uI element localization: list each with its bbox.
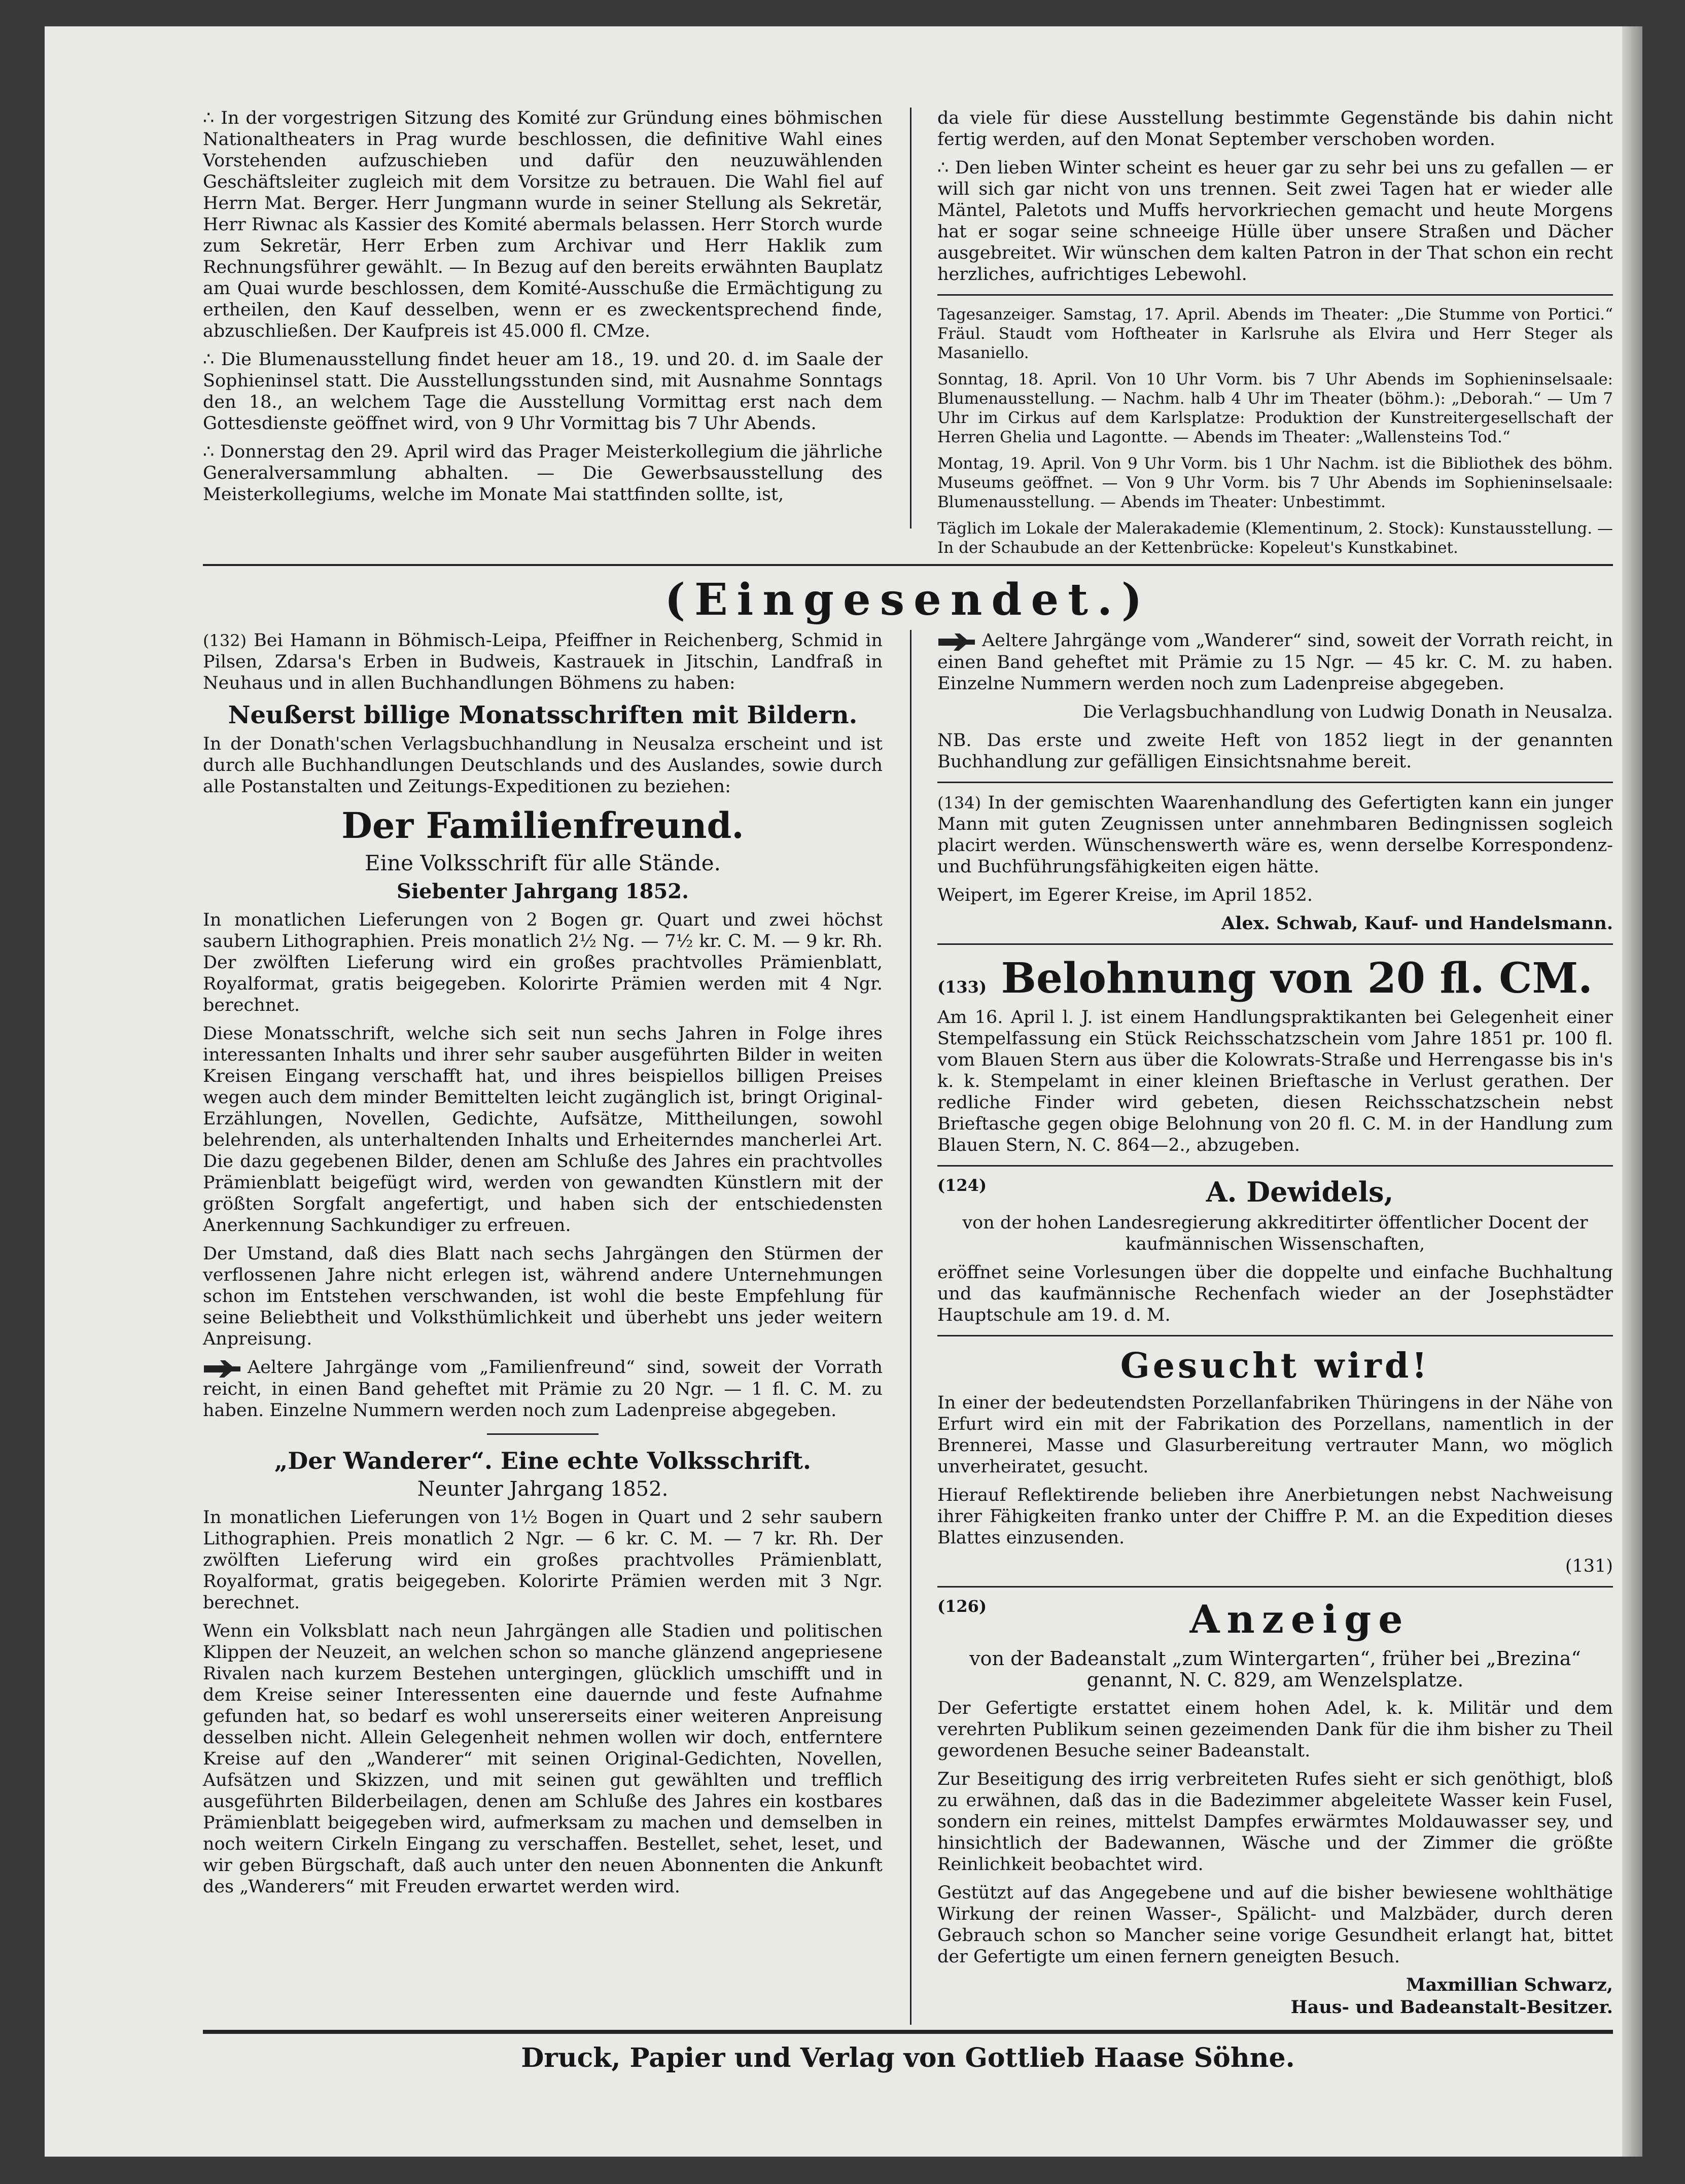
news-master-college: ∴ Donnerstag den 29. April wird das Prager Meisterkollegium die jährliche Generalversammlung abhalten. — Die Gewerbsausstellung des Meisterkollegiums, welche im Monate Mai stattfinden sollte, ist, bbox=[203, 442, 883, 505]
familienfreund-subtitle: Eine Volksschrift für alle Stände. bbox=[365, 851, 721, 875]
tagesanzeiger-daily: Täglich im Lokale der Malerakademie (Klementinum, 2. Stock): Kunstausstellung. — In der Schaubude an der Kettenbrücke: Kopeleut's Kunstkabinet. bbox=[937, 519, 1613, 557]
page-spine-shadow bbox=[1622, 26, 1642, 2157]
divider bbox=[937, 1335, 1613, 1336]
main-column-divider bbox=[910, 630, 911, 2025]
gesucht-text: In einer der bedeutendsten Porzellanfabriken Thüringens in der Nähe von Erfurt wird ein mit der Fabrikation des Porzellans, namentlich in der Brennerei, Masse und Glasurbereitung vertrauter Mann, wo möglich unverheiratet, gesucht. bbox=[937, 1392, 1613, 1477]
familienfreund-title: Der Familienfreund. bbox=[341, 804, 744, 847]
ad-126-signature-name: Maxmillian Schwarz, bbox=[1406, 1974, 1613, 1995]
pointing-hand-icon bbox=[937, 631, 977, 652]
ad-number: (124) bbox=[937, 1175, 987, 1195]
gesucht-title: Gesucht wird! bbox=[1120, 1345, 1430, 1386]
ad-126-water: Zur Beseitigung des irrig verbreiteten Rufes sieht er sich genöthigt, bloß zu erwähnen, daß das in die Badezimmer abgeleitete Wasser kein Fusel, sondern ein reines, mittelst Dampfes erwärmtes Moldauwasser sey, und hinsichtlich der Badewannen, Wäsche und der Zimmer die größte Reinlichkeit beobachtet wird. bbox=[937, 1769, 1613, 1875]
wanderer-year: Neunter Jahrgang 1852. bbox=[417, 1477, 669, 1501]
ad-124-text: eröffnet seine Vorlesungen über die doppelte und einfache Buchhaltung und das kaufmännische Rechenfach wieder an der Josephstädter Hauptschule am 19. d. M. bbox=[937, 1262, 1613, 1325]
ad-124-subtitle: von der hohen Landesregierung akkreditirter öffentlicher Docent der kaufmännischen Wissenschaften, bbox=[962, 1212, 1588, 1254]
ad-134-signature: Alex. Schwab, Kauf- und Handelsmann. bbox=[1221, 912, 1613, 934]
ad-126-subtitle: von der Badeanstalt „zum Wintergarten“, früher bei „Brezina“ genannt, N. C. 829, am Wenzelsplatze. bbox=[969, 1647, 1581, 1691]
ad-126-signature-title: Haus- und Badeanstalt-Besitzer. bbox=[1290, 1996, 1613, 2018]
gesucht-text-2: Hierauf Reflektirende belieben ihre Anerbietungen nebst Nachweisung ihrer Fähigkeiten franko unter der Chiffre P. M. an die Expedition dieses Blattes einzusenden. bbox=[937, 1485, 1613, 1548]
tagesanzeiger-saturday: Tagesanzeiger. Samstag, 17. April. Abends im Theater: „Die Stumme von Portici.“ Fräul. Staudt vom Hoftheater in Karlsruhe als Elvira und Herr Steger als Masaniello. bbox=[937, 305, 1613, 362]
top-left-column bbox=[203, 108, 883, 512]
footer-rule bbox=[203, 2030, 1613, 2034]
wanderer-nb: NB. Das erste und zweite Heft von 1852 liegt in der genannten Buchhandlung zur gefälligen Einsichtsnahme bereit. bbox=[937, 730, 1613, 772]
ad-132-intro: (132) Bei Hamann in Böhmisch-Leipa, Pfeiffner in Reichenberg, Schmid in Pilsen, Zdarsa's Erben in Budweis, Kastrauek in Jitschin, Landfraß in Neuhaus und in allen Buchhandlungen Böhmens zu haben: bbox=[203, 630, 883, 693]
ad-number: (126) bbox=[937, 1596, 987, 1616]
main-right-column bbox=[937, 630, 1613, 2027]
wanderer-publisher: Die Verlagsbuchhandlung von Ludwig Donath in Neusalza. bbox=[1082, 701, 1613, 722]
ad-133-heading bbox=[937, 954, 1613, 1003]
news-theater-committee: ∴ In der vorgestrigen Sitzung des Komité zur Gründung eines böhmischen Nationaltheaters in Prag wurde beschlossen, die definitive Wahl eines Vorstehenden aufzuschieben und dafür den neuzuwählenden Geschäftsleiter zugleich mit dem Vorsitze zu betrauen. Die Wahl fiel auf Herrn Mat. Berger. Herr Jungmann wurde in seiner Stellung als Sekretär, Herr Riwnac als Kassier des Komité abermals belassen. Herr Storch wurde zum Sekretär, Herr Erben zum Archivar und Herr Haklik zum Rechnungsführer gewählt. — In Bezug auf den bereits erwähnten Bauplatz am Quai wurde beschlossen, dem Komité-Ausschuße die Ermächtigung zu ertheilen, den Kauf desselben, wenn er es zweckentsprechend finde, abzuschließen. Der Kaufpreis ist 45.000 fl. CMze. bbox=[203, 108, 883, 341]
printer-imprint: Druck, Papier und Verlag von Gottlieb Haase Söhne. bbox=[521, 2042, 1295, 2073]
news-flower-show: ∴ Die Blumenausstellung findet heuer am 18., 19. und 20. d. im Saale der Sophieninsel statt. Die Ausstellungsstunden sind, mit Ausnahme Sonntags den 18., an welchem Tage die Ausstellung Vormittag erst nach dem Gottesdienste geöffnet wird, von 9 Uhr Vormittag bis 7 Uhr Abends. bbox=[203, 349, 883, 434]
tagesanzeiger-sunday: Sonntag, 18. April. Von 10 Uhr Vorm. bis 7 Uhr Abends im Sophieninselsaale: Blumenausstellung. — Nachm. halb 4 Uhr im Theater (böhm.): „Deborah.“ — Um 7 Uhr im Cirkus auf dem Karlsplatze: Produktion der Kunstreitergesellschaft der Herren Ghelia und Lagontte. — Abends im Theater: „Wallensteins Tod.“ bbox=[937, 370, 1613, 446]
ad-number: (132) bbox=[203, 631, 247, 650]
tagesanzeiger bbox=[937, 305, 1613, 557]
tagesanzeiger-monday: Montag, 19. April. Von 9 Uhr Vorm. bis 1 Uhr Nachm. ist die Bibliothek des böhm. Museums geöffnet. — Von 9 Uhr Vorm. bis 7 Uhr Abends im Sophieninselsaale: Blumenausstellung. — Abends im Theater: Unbestimmt. bbox=[937, 454, 1613, 511]
main-left-column bbox=[203, 630, 883, 1907]
familienfreund-year: Siebenter Jahrgang 1852. bbox=[396, 879, 689, 903]
divider bbox=[937, 294, 1613, 296]
ad-134 bbox=[937, 792, 1613, 934]
divider bbox=[937, 1165, 1613, 1167]
ad-number: (134) bbox=[937, 793, 981, 813]
ad-126-thanks: Der Gefertigte erstattet einem hohen Adel, k. k. Militär und dem verehrten Publikum seinen gezeimenden Dank für die ihm bisher zu Theil gewordenen Besuche seiner Badeanstalt. bbox=[937, 1698, 1613, 1761]
news-winter: ∴ Den lieben Winter scheint es heuer gar zu sehr bei uns zu gefallen — er will sich gar nicht von uns trennen. Seit zwei Tagen hat er wieder alle Mäntel, Paletots und Muffs hervorkriechen gemacht und heute Morgens hat er sogar seine schneeige Hülle über unsere Straßen und Dächer ausgebreitet. Wir wünschen dem kalten Patron in der That schon ein recht herzliches, aufrichtiges Lebewohl. bbox=[937, 158, 1613, 285]
section-rule bbox=[203, 564, 1613, 566]
ad-126 bbox=[937, 1597, 1613, 2018]
newspaper-page bbox=[45, 26, 1642, 2157]
ad-124-heading bbox=[937, 1176, 1613, 1208]
ad-133 bbox=[937, 954, 1613, 1156]
familienfreund-older-volumes: Aeltere Jahrgänge vom „Familienfreund“ sind, soweit der Vorrath reicht, in einen Band geheftet mit Prämie zu 20 Ngr. — 1 fl. C. M. zu haben. Einzelne Nummern werden noch zum Ladenpreise abgegeben. bbox=[203, 1357, 883, 1421]
top-right-column bbox=[937, 108, 1613, 565]
ad-124 bbox=[937, 1176, 1613, 1326]
ad-132 bbox=[203, 630, 883, 1897]
short-divider bbox=[487, 1433, 599, 1435]
ad-126-heading bbox=[937, 1597, 1613, 1642]
familienfreund-description: Diese Monatsschrift, welche sich seit nun sechs Jahren in Folge ihres interessanten Inhalts und ihrer sehr sauber ausgeführten Bilder in weiten Kreisen Eingang verschafft hat, und ihres beispiellos billigen Preises wegen auch dem minder Bemittelten leicht zugänglich ist, bringt Original-Erzählungen, Novellen, Gedichte, Aufsätze, Mittheilungen, sowohl belehrenden, als unterhaltenden Inhalts und Erheiterndes mancherlei Art. Die dazu gegebenen Bilder, denen am Schluße des Jahres ein prachtvolles Prämienblatt beigefügt wird, werden von gewandten Künstlern mit der größten Sorgfalt angefertigt, und haben sich der entschiedensten Anerkennung Sachkundiger zu erfreuen. bbox=[203, 1024, 883, 1236]
ad-132-publisher: In der Donath'schen Verlagsbuchhandlung in Neusalza erscheint und ist durch alle Buchhandlungen Deutschlands und des Auslandes, sowie durch alle Postanstalten und Zeitungs-Expeditionen zu beziehen: bbox=[203, 734, 883, 797]
wanderer-description: Wenn ein Volksblatt nach neun Jahrgängen alle Stadien und politischen Klippen der Neuzeit, an welchen schon so manche glänzend angepriesene Rivalen nach kurzem Bestehen untergingen, glücklich umschifft und in dem Kreise seiner Interessenten eine dauernde und feste Aufnahme gefunden hat, so bedarf es wohl unsererseits einer weiteren Anpreisung desselben nicht. Allein Gelegenheit nehmen wollen wir doch, entferntere Kreise auf den „Wanderer“ mit seinen Original-Gedichten, Novellen, Aufsätzen und Skizzen, und mit seinen gut gewählten und trefflich ausgeführten Bilderbeilagen, denen am Schluße des Jahres ein kostbares Prämienblatt beigegeben wird, aufmerksam zu machen und demselben in noch weitern Cirkeln Eingang zu verschaffen. Bestellet, sehet, leset, und wir geben Bürgschaft, daß auch unter den neuen Abonnenten die Ankunft des „Wanderers“ mit Freuden erwartet werden wird. bbox=[203, 1621, 883, 1897]
familienfreund-price: In monatlichen Lieferungen von 2 Bogen gr. Quart und zwei höchst saubern Lithographien. Preis monatlich 2½ Ng. — 7½ kr. C. M. — 9 kr. Rh. Der zwölften Lieferung wird ein großes prachtvolles Prämienblatt, Royalformat, gratis beigegeben. Kolorirte Prämien werden mit 4 Ngr. berechnet. bbox=[203, 910, 883, 1015]
ad-132-title: Neußerst billige Monatsschriften mit Bildern. bbox=[228, 701, 858, 729]
anzeige-title: Anzeige bbox=[1189, 1596, 1410, 1642]
divider bbox=[937, 782, 1613, 783]
reward-title: Belohnung von 20 fl. CM. bbox=[1001, 954, 1593, 1003]
divider bbox=[937, 943, 1613, 945]
familienfreund-recommendation: Der Umstand, daß dies Blatt nach sechs Jahrgängen den Stürmen der verflossenen Jahre nicht erlegen ist, während andere Unternehmungen schon im Entstehen verschwanden, ist wohl die beste Empfehlung für seine Beliebtheit und Volksthümlichkeit und überhebt uns jeder weitern Anpreisung. bbox=[203, 1244, 883, 1349]
ad-number: (131) bbox=[1565, 1556, 1613, 1576]
ad-number: (133) bbox=[937, 977, 987, 997]
pointing-hand-icon bbox=[203, 1358, 242, 1379]
eingesendet-heading: (Eingesendet.) bbox=[664, 574, 1151, 625]
wanderer-price: In monatlichen Lieferungen von 1½ Bogen in Quart und 2 sehr saubern Lithographien. Preis monatlich 2 Ngr. — 6 kr. C. M. — 7 kr. Rh. Der zwölften Lieferung wird ein großes prachtvolles Prämienblatt, Royalformat, gratis beigegeben. Kolorirte Prämien werden mit 3 Ngr. berechnet. bbox=[203, 1507, 883, 1613]
ad-126-request: Gestützt auf das Angegebene und auf die bisher bewiesene wohlthätige Wirkung der reinen Wasser-, Spälicht- und Malzbäder, durch deren Gebrauch schon so Mancher seine vorige Gesundheit erlangt hat, bittet der Gefertigte um einen fernern geneigten Besuch. bbox=[937, 1882, 1613, 1967]
top-column-divider bbox=[910, 108, 911, 529]
wanderer-title: „Der Wanderer“. Eine echte Volksschrift. bbox=[274, 1447, 812, 1474]
dewidels-title: A. Dewidels, bbox=[1206, 1175, 1394, 1208]
divider bbox=[937, 1586, 1613, 1588]
ad-133-text: Am 16. April l. J. ist einem Handlungspraktikanten bei Gelegenheit einer Stempelfassung ein Stück Reichsschatzschein vom Jahre 1851 pr. 100 fl. vom Blauen Stern aus über die Kolowrats-Straße und Herrengasse bis in's k. k. Stempelamt in einer kleinen Brieftasche in Verlust gerathen. Der redliche Finder wird gebeten, diesen Reichsschatzschein nebst Brieftasche gegen obige Belohnung von 20 fl. C. M. in der Handlung zum Blauen Stern, N. C. 864—2., abzugeben. bbox=[937, 1007, 1613, 1155]
wanderer-older-volumes: Aeltere Jahrgänge vom „Wanderer“ sind, soweit der Vorrath reicht, in einen Band geheftet mit Prämie zu 15 Ngr. — 45 kr. C. M. zu haben. Einzelne Nummern werden noch zum Ladenpreise abgegeben. bbox=[937, 630, 1613, 694]
ad-134-place: Weipert, im Egerer Kreise, im April 1852. bbox=[937, 885, 1313, 905]
ad-134-text: (134) In der gemischten Waarenhandlung des Gefertigten kann ein junger Mann mit guten Zeugnissen unter annehmbaren Bedingnissen sogleich placirt werden. Wünschenswerth wäre es, wenn derselbe Korrespondenz- und Buchführungsfähigkeiten eigen hätte. bbox=[937, 792, 1613, 877]
ad-131 bbox=[937, 1346, 1613, 1577]
news-exhibition-postponed: da viele für diese Ausstellung bestimmte Gegenstände bis dahin nicht fertig werden, auf den Monat September verschoben worden. bbox=[937, 108, 1613, 150]
